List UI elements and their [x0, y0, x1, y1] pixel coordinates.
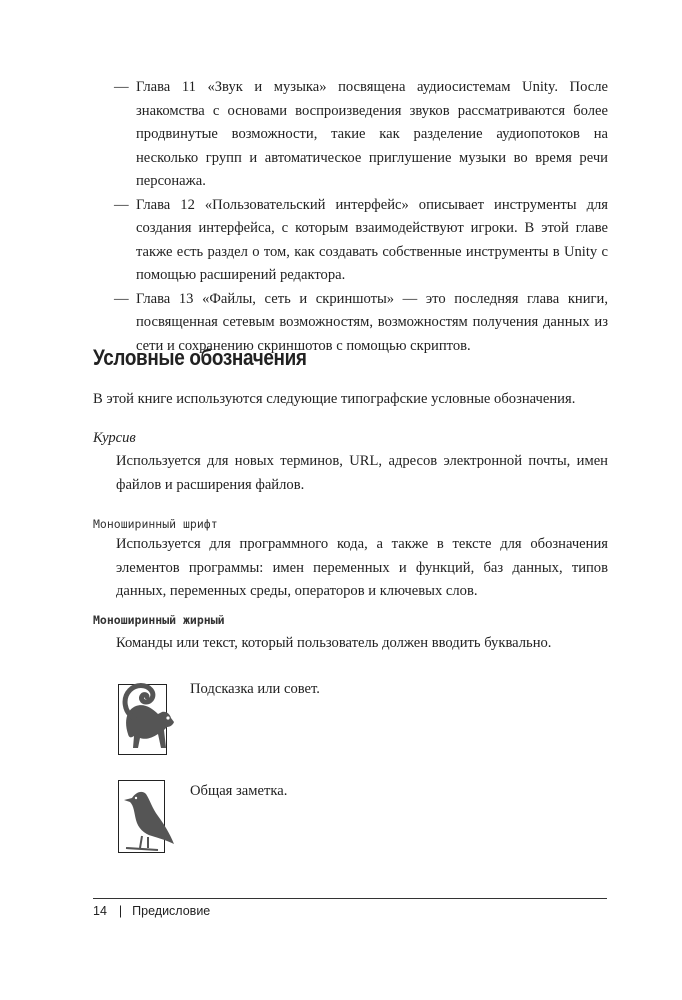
lemur-icon — [118, 678, 180, 761]
page-footer — [93, 904, 210, 918]
crow-icon — [118, 778, 180, 863]
list-item — [114, 194, 608, 288]
list-item-text: Глава 13 «Файлы, сеть и скриншоты» — это последняя глава книги, посвященная сетевым возможностям, возможностям получения данных из сети и сохранению скриншотов с помощью скриптов. — [136, 290, 608, 354]
bullet-dash: — — [114, 196, 129, 213]
term-italic: Курсив — [93, 430, 136, 446]
running-head: Предисловие — [132, 904, 211, 918]
list-item-text: Глава 12 «Пользовательский интерфейс» описывает инструменты для создания интерфейса, с которым взаимодействуют игроки. В этой главе также есть раздел о том, как создавать собственные инструменты в Unity с помощью расширений редактора. — [136, 196, 608, 283]
footer-divider — [93, 898, 607, 899]
page-number: 14 — [93, 904, 107, 918]
term-italic-definition: Используется для новых терминов, URL, адресов электронной почты, имен файлов и расширения файлов. — [116, 453, 608, 493]
section-heading: Условные обозначения — [93, 345, 307, 370]
bullet-dash: — — [114, 290, 129, 307]
footer-separator: | — [118, 904, 123, 918]
list-item-text: Глава 11 «Звук и музыка» посвящена аудиосистемам Unity. После знакомства с основами воспроизведения звуков рассматриваются более продвинутые возможности, такие как разделение аудиопотоков на несколько групп и автоматическое приглушение музыки во время речи персонажа. — [136, 79, 608, 189]
note-text: Общая заметка. — [190, 783, 288, 799]
tip-text: Подсказка или совет. — [190, 681, 320, 697]
intro-paragraph: В этой книге используются следующие типографские условные обозначения. — [93, 391, 576, 407]
term-monospace-bold-definition: Команды или текст, который пользователь должен вводить буквально. — [116, 635, 552, 651]
chapter-list — [114, 76, 608, 358]
term-monospace-definition: Используется для программного кода, а также в тексте для обозначения элементов программы: имен переменных и функций, баз данных, типов данных, переменных среды, операторов и ключевых слов. — [116, 536, 608, 599]
list-item — [114, 76, 608, 194]
bullet-dash: — — [114, 79, 129, 95]
term-monospace: Моноширинный шрифт — [93, 517, 218, 531]
term-monospace-bold: Моноширинный жирный — [93, 613, 225, 627]
